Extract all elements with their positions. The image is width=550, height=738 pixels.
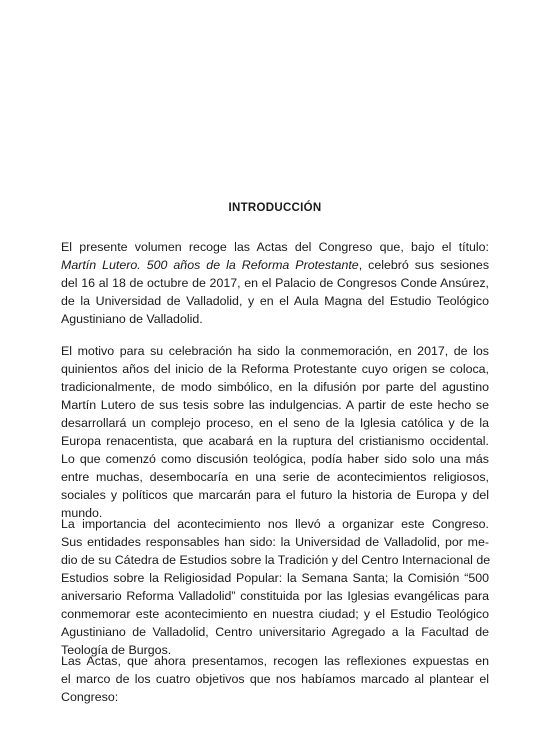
paragraph-1-line-2-rest: , celebró sus sesiones	[358, 258, 490, 272]
paragraph-2	[61, 342, 489, 522]
paragraph-2-line-1: El motivo para su celebración ha sido la conmemoración, en 2017, de los	[61, 344, 489, 358]
paragraph-2-line-9: sociales y políticos que marcarán para el futuro la historia de Europa y del	[61, 488, 489, 502]
paragraph-3-line-3: dio de su Cátedra de Estudios sobre la Tradición y del Centro Internacional de	[61, 553, 491, 567]
section-heading: INTRODUCCIÓN	[228, 202, 322, 214]
paragraph-4-line-3: Congreso:	[61, 690, 119, 704]
paragraph-3-line-1: La importancia del acontecimiento nos llevó a organizar este Congreso.	[61, 517, 489, 531]
paragraph-1-line-2	[61, 256, 489, 274]
paragraph-4	[61, 652, 489, 706]
paragraph-3-line-2: Sus entidades responsables han sido: la Universidad de Valladolid, por me-	[61, 535, 489, 549]
paragraph-3-line-5: aniversario Reforma Valladolid” constituida por las Iglesias evangélicas para	[61, 589, 489, 603]
paragraph-3	[61, 515, 489, 659]
paragraph-2-line-4: Martín Lutero de sus tesis sobre las indulgencias. A partir de este hecho se	[61, 398, 489, 412]
paragraph-2-line-6: Europa renacentista, que acabará en la ruptura del cristianismo occidental.	[61, 434, 489, 448]
paragraph-3-line-4: Estudios sobre la Religiosidad Popular: la Semana Santa; la Comisión “500	[61, 571, 489, 585]
paragraph-2-line-8: entre muchas, desembocaría en una serie de acontecimientos religiosos,	[61, 470, 489, 484]
paragraph-3-line-6: conmemorar este acontecimiento en nuestra ciudad; y el Estudio Teológico	[61, 607, 489, 621]
paragraph-2-line-2: quinientos años del inicio de la Reforma Protestante cuyo origen se coloca,	[61, 362, 489, 376]
paragraph-1-line-3: del 16 al 18 de octubre de 2017, en el Palacio de Congresos Conde Ansúrez,	[61, 276, 489, 290]
paragraph-1-line-1: El presente volumen recoge las Actas del Congreso que, bajo el título:	[61, 240, 489, 254]
paragraph-4-line-1: Las Actas, que ahora presentamos, recogen las reflexiones expuestas en	[61, 654, 489, 668]
paragraph-1-line-4: de la Universidad de Valladolid, y en el Aula Magna del Estudio Teológico	[61, 294, 489, 308]
paragraph-3-line-7: Agustiniano de Valladolid, Centro universitario Agregado a la Facultad de	[61, 625, 489, 639]
paragraph-1	[61, 238, 489, 328]
book-title: Martín Lutero. 500 años de la Reforma Protestante	[61, 258, 359, 272]
paragraph-2-line-5: desarrollará un complejo proceso, en el seno de la Iglesia católica y de la	[61, 416, 489, 430]
paragraph-4-line-2: el marco de los cuatro objetivos que nos habíamos marcado al plantear el	[61, 672, 489, 686]
paragraph-3-line-8: Teología de Burgos.	[61, 643, 172, 657]
paragraph-2-line-10: mundo.	[61, 506, 103, 520]
paragraph-2-line-7: Lo que comenzó como discusión teológica, podía haber sido solo una más	[61, 452, 489, 466]
paragraph-2-line-3: tradicionalmente, de modo simbólico, en la difusión por parte del agustino	[61, 380, 489, 394]
paragraph-1-line-5: Agustiniano de Valladolid.	[61, 312, 203, 326]
